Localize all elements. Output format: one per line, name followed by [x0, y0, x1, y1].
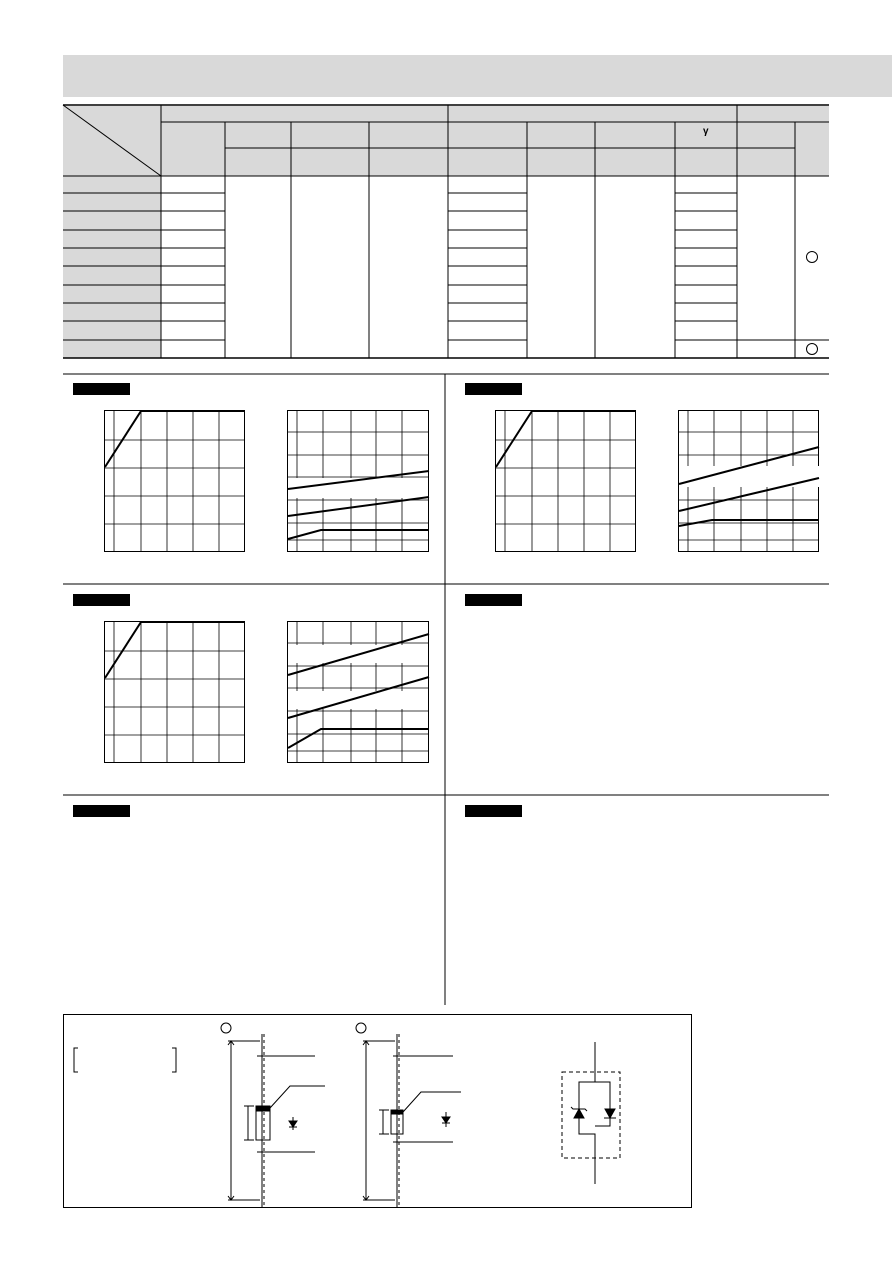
panel-tag-2	[465, 383, 522, 395]
characteristic-chart-2	[678, 410, 820, 553]
characteristic-chart-3	[287, 621, 430, 764]
gamma-symbol: γ	[703, 126, 709, 137]
panel-tag-4	[465, 594, 522, 606]
panel-tag-5	[73, 805, 130, 817]
derating-chart-1	[104, 410, 246, 553]
characteristic-chart-1	[287, 410, 430, 553]
package-outline-box	[63, 1014, 692, 1208]
panel-tag-3	[73, 594, 130, 606]
derating-curve	[105, 411, 245, 467]
derating-chart-2	[495, 410, 637, 553]
panel-tag-6	[465, 805, 522, 817]
panel-tag-1	[73, 383, 130, 395]
derating-chart-3	[104, 621, 246, 764]
